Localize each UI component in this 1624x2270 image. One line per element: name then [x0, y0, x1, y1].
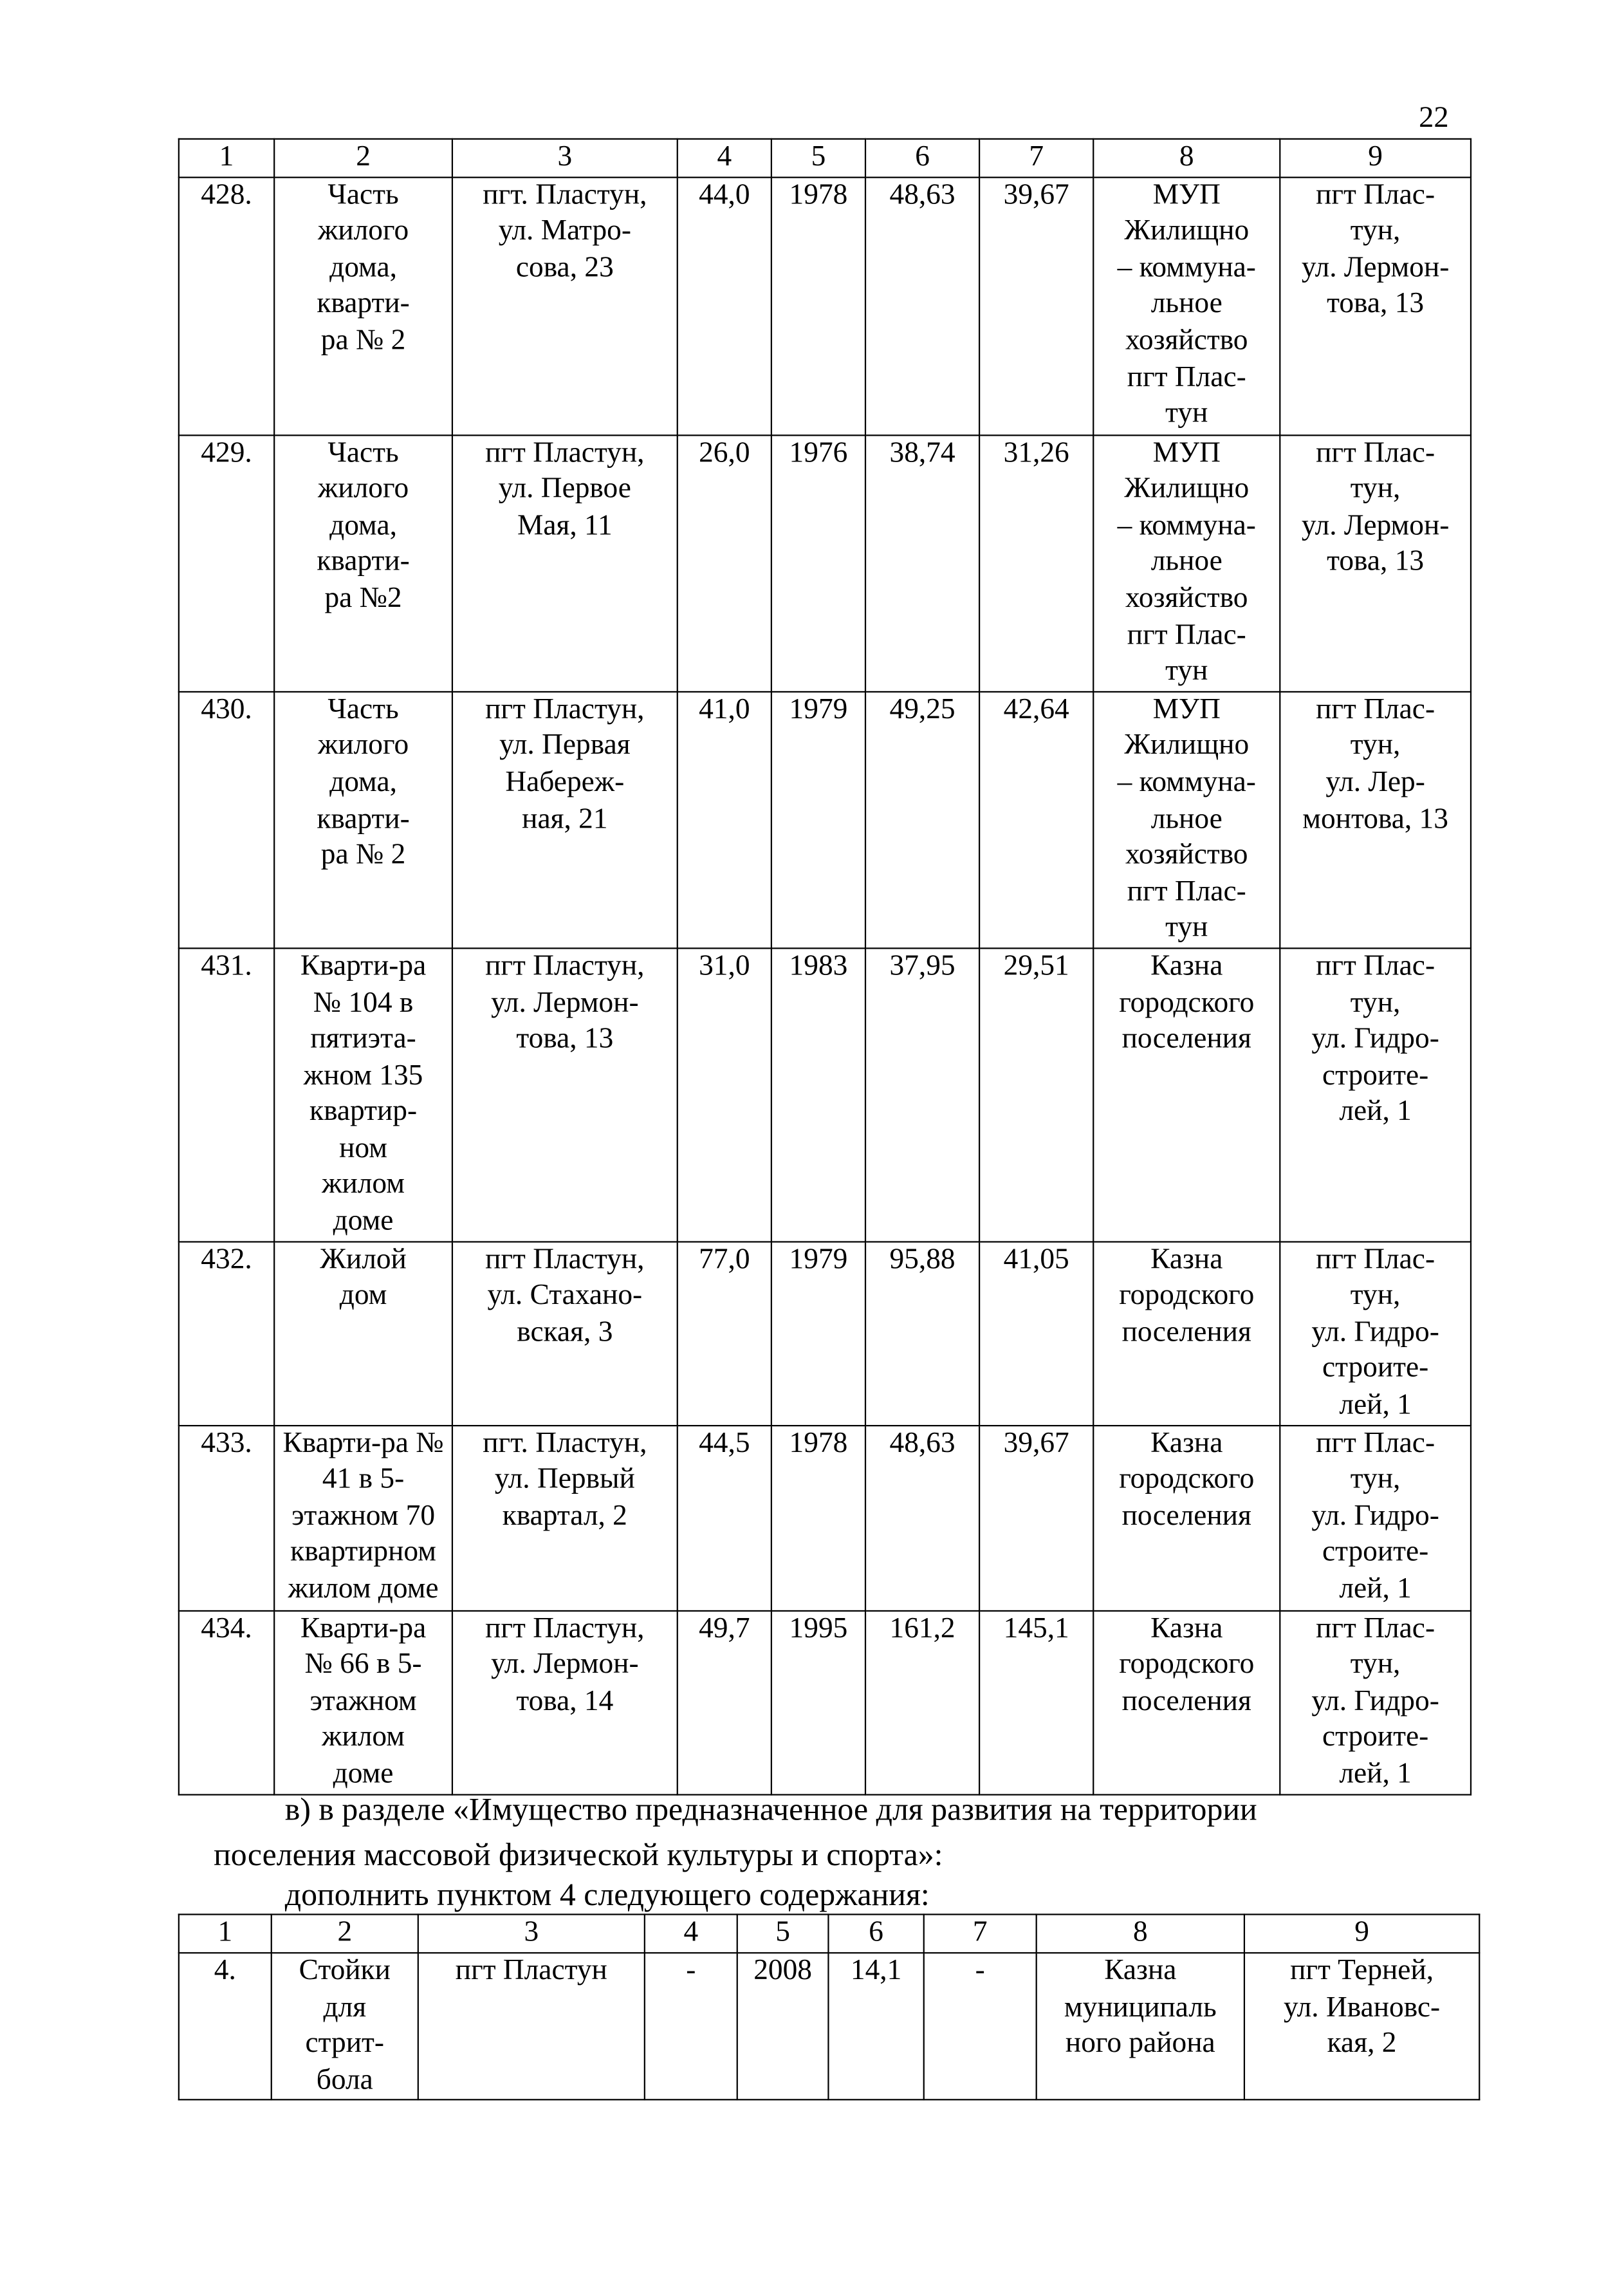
- property-table: [178, 138, 1472, 1795]
- table-cell: Кварти-ра № 41 в 5- этажном 70 квартирном жилом доме: [274, 1425, 452, 1610]
- table-cell: 428.: [179, 177, 274, 435]
- table-cell: Казна городского поселения: [1093, 948, 1280, 1242]
- table-cell: 41,0: [678, 691, 771, 948]
- table-cell: Стойки для стрит- бола: [272, 1953, 418, 2100]
- table-cell: 26,0: [678, 434, 771, 691]
- table-cell: Казна городского поселения: [1093, 1610, 1280, 1794]
- column-header: 5: [737, 1915, 829, 1953]
- column-header: 7: [924, 1915, 1037, 1953]
- column-header: 3: [452, 139, 678, 177]
- table-cell: 39,67: [979, 1425, 1093, 1610]
- table-cell: пгт. Пластун, ул. Первый квартал, 2: [452, 1425, 678, 1610]
- column-header: 4: [678, 139, 771, 177]
- paragraph-line: дополнить пунктом 4 следующего содержания:: [284, 1876, 930, 1913]
- table-cell: пгт Плас- тун, ул. Гидро- строите- лей, 1: [1280, 1242, 1471, 1426]
- table-cell: пгт. Пластун, ул. Матро- сова, 23: [452, 177, 678, 435]
- table-cell: Кварти-ра № 104 в пятиэта- жном 135 квартир- ном жилом доме: [274, 948, 452, 1242]
- table-cell: 37,95: [865, 948, 979, 1242]
- table-cell: пгт Плас- тун, ул. Лермон- това, 13: [1280, 434, 1471, 691]
- table-cell: 31,26: [979, 434, 1093, 691]
- table-cell: пгт Терней, ул. Ивановс- кая, 2: [1244, 1953, 1479, 2100]
- column-header: 4: [645, 1915, 737, 1953]
- column-header: 9: [1280, 139, 1471, 177]
- table-cell: Кварти-ра № 66 в 5- этажном жилом доме: [274, 1610, 452, 1794]
- column-header: 9: [1244, 1915, 1479, 1953]
- table-cell: пгт Пластун: [418, 1953, 645, 2100]
- table-header-row: [179, 1915, 1479, 1953]
- table-cell: 1976: [771, 434, 865, 691]
- table-cell: пгт Пластун, ул. Лермон- това, 14: [452, 1610, 678, 1794]
- column-header: 6: [828, 1915, 923, 1953]
- table-cell: -: [645, 1953, 737, 2100]
- table-cell: 432.: [179, 1242, 274, 1426]
- table-cell: 1995: [771, 1610, 865, 1794]
- table-cell: МУП Жилищно – коммуна- льное хозяйство пгт Плас- тун: [1093, 434, 1280, 691]
- table-cell: Часть жилого дома, кварти- ра № 2: [274, 177, 452, 435]
- table-cell: МУП Жилищно – коммуна- льное хозяйство пгт Плас- тун: [1093, 177, 1280, 435]
- table-cell: 95,88: [865, 1242, 979, 1426]
- paragraph-line: поселения массовой физической культуры и спорта»:: [214, 1836, 943, 1873]
- table-cell: 1983: [771, 948, 865, 1242]
- column-header: 8: [1037, 1915, 1244, 1953]
- table-cell: 1979: [771, 1242, 865, 1426]
- column-header: 2: [272, 1915, 418, 1953]
- table-cell: 431.: [179, 948, 274, 1242]
- table-cell: Казна городского поселения: [1093, 1242, 1280, 1426]
- table-cell: 49,25: [865, 691, 979, 948]
- table-cell: 44,5: [678, 1425, 771, 1610]
- table-cell: 14,1: [828, 1953, 923, 2100]
- table-cell: пгт Пластун, ул. Лермон- това, 13: [452, 948, 678, 1242]
- table-cell: Казна городского поселения: [1093, 1425, 1280, 1610]
- table-cell: 433.: [179, 1425, 274, 1610]
- column-header: 3: [418, 1915, 645, 1953]
- table-cell: пгт Пластун, ул. Первое Мая, 11: [452, 434, 678, 691]
- column-header: 2: [274, 139, 452, 177]
- table-row: [179, 1242, 1471, 1426]
- table-cell: пгт Плас- тун, ул. Гидро- строите- лей, 1: [1280, 948, 1471, 1242]
- table-cell: пгт Пластун, ул. Первая Набереж- ная, 21: [452, 691, 678, 948]
- table-row: [179, 177, 1471, 435]
- table-header-row: [179, 139, 1471, 177]
- table-cell: 48,63: [865, 177, 979, 435]
- table-cell: -: [924, 1953, 1037, 2100]
- column-header: 1: [179, 1915, 272, 1953]
- table-cell: 1978: [771, 177, 865, 435]
- table-cell: 44,0: [678, 177, 771, 435]
- table-cell: 42,64: [979, 691, 1093, 948]
- table-row: [179, 1953, 1479, 2100]
- table-cell: 49,7: [678, 1610, 771, 1794]
- table-cell: 145,1: [979, 1610, 1093, 1794]
- table-cell: 38,74: [865, 434, 979, 691]
- column-header: 8: [1093, 139, 1280, 177]
- table-cell: пгт Плас- тун, ул. Лермон- това, 13: [1280, 177, 1471, 435]
- table-cell: 1978: [771, 1425, 865, 1610]
- table-cell: Часть жилого дома, кварти- ра № 2: [274, 691, 452, 948]
- table-cell: 77,0: [678, 1242, 771, 1426]
- sports-property-table: [178, 1913, 1481, 2101]
- table-cell: Казна муниципаль ного района: [1037, 1953, 1244, 2100]
- table-cell: пгт Пластун, ул. Стахано- вская, 3: [452, 1242, 678, 1426]
- column-header: 5: [771, 139, 865, 177]
- table-row: [179, 691, 1471, 948]
- table-cell: 4.: [179, 1953, 272, 2100]
- table-cell: МУП Жилищно – коммуна- льное хозяйство пгт Плас- тун: [1093, 691, 1280, 948]
- table-cell: 39,67: [979, 177, 1093, 435]
- table-cell: 430.: [179, 691, 274, 948]
- column-header: 1: [179, 139, 274, 177]
- column-header: 6: [865, 139, 979, 177]
- table-cell: 31,0: [678, 948, 771, 1242]
- table-cell: 1979: [771, 691, 865, 948]
- table-row: [179, 1425, 1471, 1610]
- table-cell: Жилой дом: [274, 1242, 452, 1426]
- page-number: 22: [1419, 99, 1449, 135]
- table-cell: 41,05: [979, 1242, 1093, 1426]
- table-cell: 429.: [179, 434, 274, 691]
- table-cell: пгт Плас- тун, ул. Лер- монтова, 13: [1280, 691, 1471, 948]
- paragraph-line: в) в разделе «Имущество предназначенное для развития на территории: [284, 1791, 1257, 1827]
- table-cell: 2008: [737, 1953, 829, 2100]
- table-row: [179, 434, 1471, 691]
- column-header: 7: [979, 139, 1093, 177]
- table-cell: 48,63: [865, 1425, 979, 1610]
- table-cell: пгт Плас- тун, ул. Гидро- строите- лей, 1: [1280, 1425, 1471, 1610]
- table-cell: пгт Плас- тун, ул. Гидро- строите- лей, 1: [1280, 1610, 1471, 1794]
- table-cell: 29,51: [979, 948, 1093, 1242]
- table-cell: 434.: [179, 1610, 274, 1794]
- table-row: [179, 948, 1471, 1242]
- table-cell: Часть жилого дома, кварти- ра №2: [274, 434, 452, 691]
- table-cell: 161,2: [865, 1610, 979, 1794]
- table-row: [179, 1610, 1471, 1794]
